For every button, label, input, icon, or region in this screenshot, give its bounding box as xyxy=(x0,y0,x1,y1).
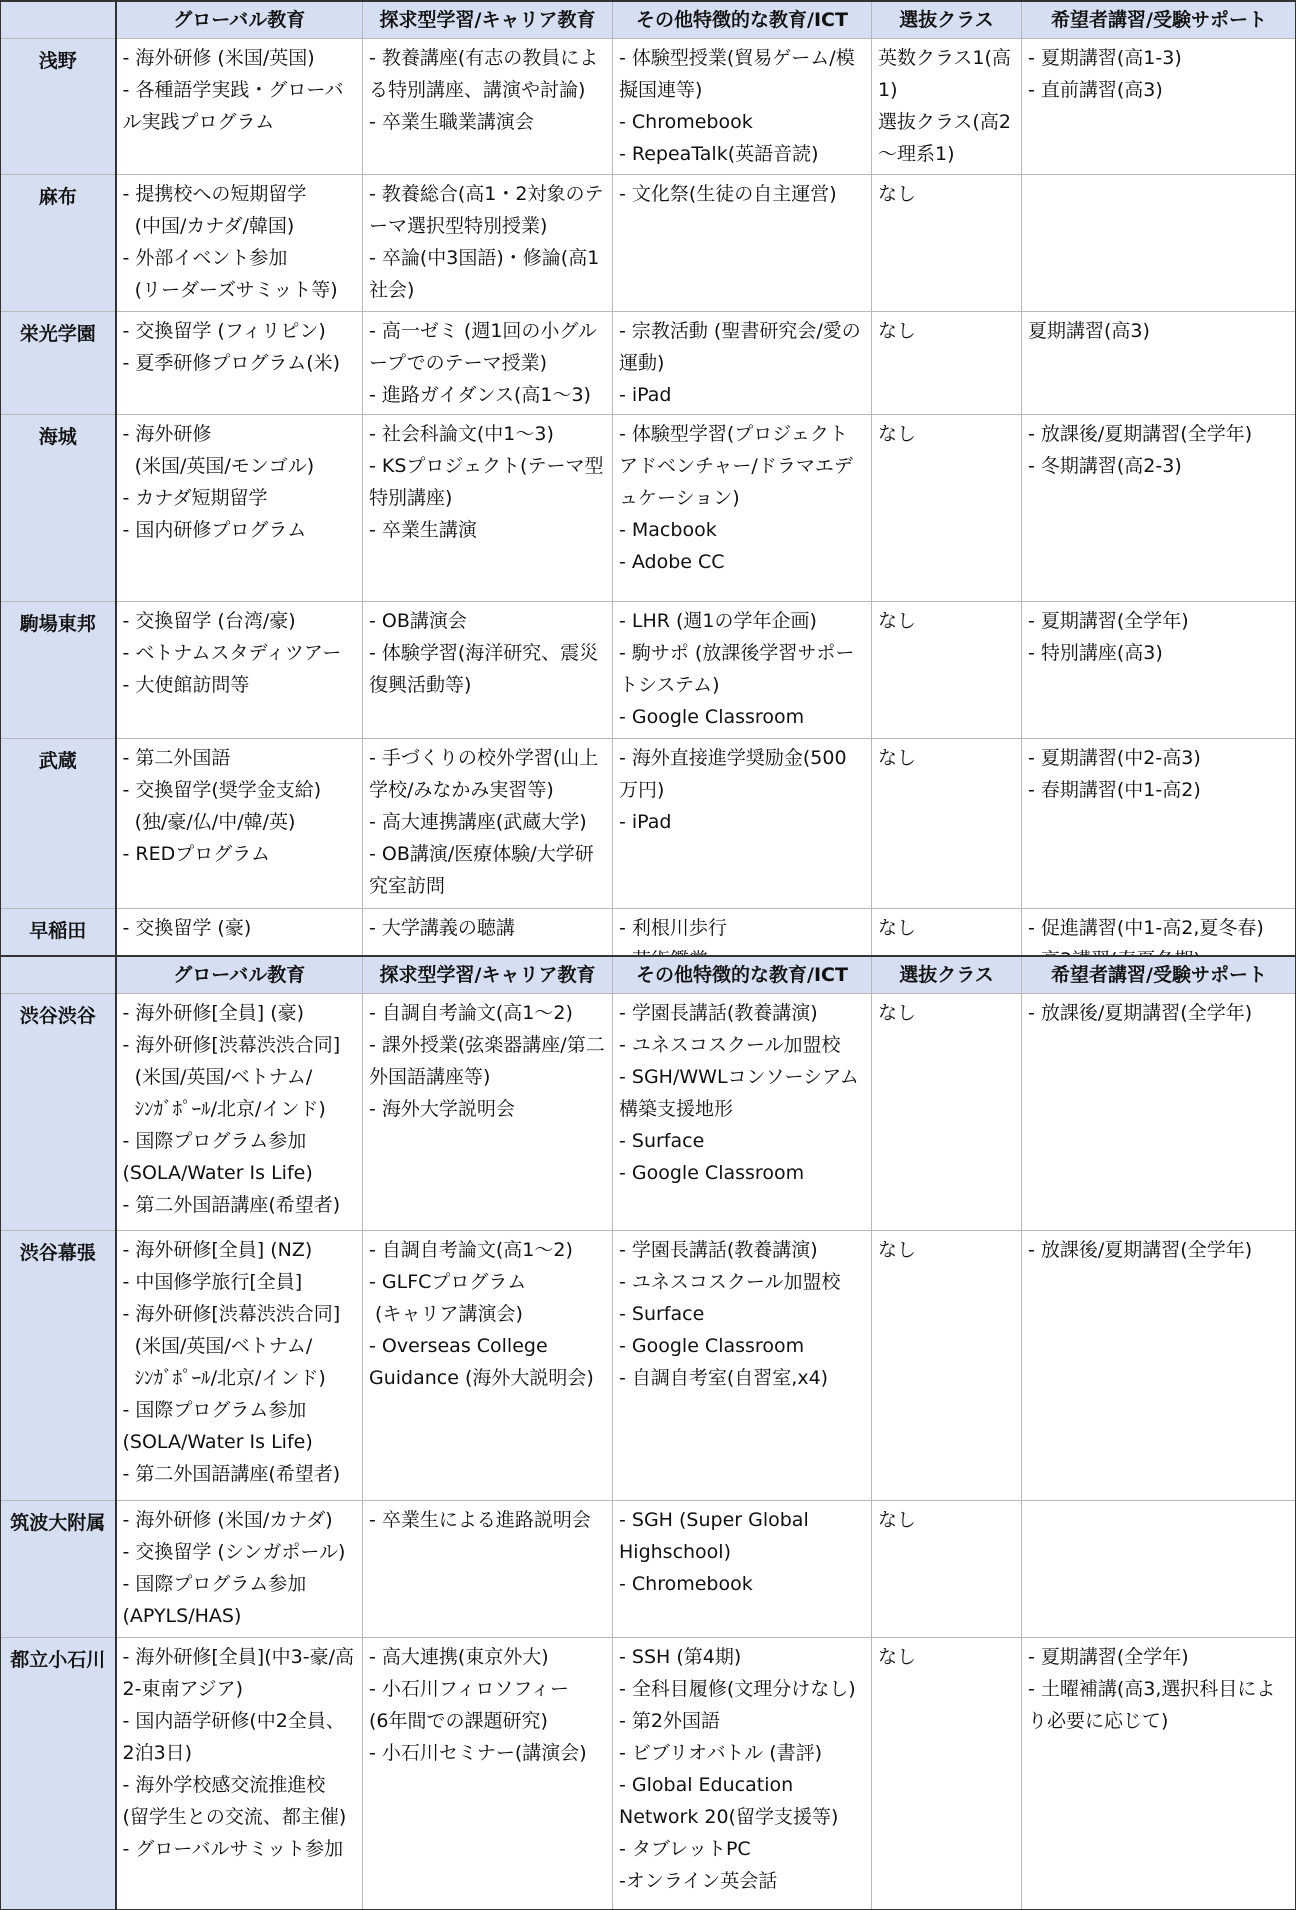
cell-line: - 体験型学習(プロジェクトアドベンチャー/ドラマエデュケーション) xyxy=(619,423,853,509)
cell-line: (リーダーズサミット等) xyxy=(122,279,338,301)
cell-line: (米国/英国/モンゴル) xyxy=(122,455,315,477)
header-support: 希望者講習/受験サポート xyxy=(1022,1,1296,39)
cell-select xyxy=(872,1501,1022,1638)
cell-support xyxy=(1022,1638,1296,1910)
cell-line: なし xyxy=(878,1509,917,1531)
cell-line: - 第二外国語講座(希望者) xyxy=(122,1463,341,1485)
cell-career xyxy=(363,1501,613,1638)
cell-line: - 海外研修[渋幕渋渋合同] xyxy=(122,1303,341,1325)
header-row xyxy=(1,1,1296,39)
cell-global xyxy=(116,415,363,602)
cell-career xyxy=(363,1638,613,1910)
cell-line: (6年間での課題研究) xyxy=(369,1710,548,1732)
cell-line: - 国内語学研修(中2全員、2泊3日) xyxy=(122,1710,345,1764)
cell-select xyxy=(872,602,1022,739)
cell-line: - 海外研修[全員](中3-豪/高2-東南アジア) xyxy=(122,1646,354,1700)
cell-line: 英数クラス1(高1) xyxy=(878,47,1011,101)
cell-line: - 自調自考室(自習室,x4) xyxy=(619,1367,829,1389)
header-career: 探求型学習/キャリア教育 xyxy=(363,1,613,39)
cell-line: - 海外大学説明会 xyxy=(369,1098,515,1120)
cell-line: - 交換留学 (シンガポール) xyxy=(122,1541,346,1563)
cell-line: - ユネスコスクール加盟校 xyxy=(619,1034,841,1056)
cell-line: - 手づくりの校外学習(山上学校/みなかみ実習等) xyxy=(369,747,599,801)
cell-line: - 体験型授業(貿易ゲーム/模擬国連等) xyxy=(619,47,855,101)
cell-other xyxy=(613,415,872,602)
cell-other xyxy=(613,739,872,909)
cell-line: (米国/英国/ベトナム/ xyxy=(122,1066,313,1088)
cell-line: なし xyxy=(878,747,917,769)
table-row xyxy=(1,602,1296,739)
cell-global xyxy=(116,602,363,739)
header-corner xyxy=(1,1,116,39)
cell-line: - Chromebook xyxy=(619,111,753,133)
school-name: 筑波大附属 xyxy=(1,1501,116,1638)
school-name: 渋谷幕張 xyxy=(1,1231,116,1501)
cell-line: - 直前講習(高3) xyxy=(1028,79,1163,101)
table-row xyxy=(1,175,1296,312)
cell-line: - 卒業生講演 xyxy=(369,519,477,541)
cell-line: - iPad xyxy=(619,384,672,406)
cell-career xyxy=(363,312,613,415)
cell-line: - Google Classroom xyxy=(619,1335,805,1357)
cell-support xyxy=(1022,175,1296,312)
cell-line: - 特別講座(高3) xyxy=(1028,642,1163,664)
cell-global xyxy=(116,312,363,415)
cell-global xyxy=(116,994,363,1231)
cell-line: なし xyxy=(878,610,917,632)
cell-line: - 国際プログラム参加 xyxy=(122,1573,307,1595)
cell-line: - 卒業生による進路説明会 xyxy=(369,1509,591,1531)
cell-other xyxy=(613,39,872,175)
cell-other xyxy=(613,1638,872,1910)
school-name: 海城 xyxy=(1,415,116,602)
cell-line: - KSプロジェクト(テーマ型特別講座) xyxy=(369,455,604,509)
cell-line: 夏期講習(高3) xyxy=(1028,320,1150,342)
cell-other xyxy=(613,175,872,312)
cell-support xyxy=(1022,739,1296,909)
cell-line: - 放課後/夏期講習(全学年) xyxy=(1028,1002,1253,1024)
cell-line: - Surface xyxy=(619,1303,705,1325)
cell-line: - 夏期講習(高1-3) xyxy=(1028,47,1182,69)
cell-line: - iPad xyxy=(619,811,672,833)
cell-line: - 卒論(中3国語)・修論(高1社会) xyxy=(369,247,600,301)
cell-line: - 海外研修[全員] (豪) xyxy=(122,1002,305,1024)
cell-line: - LHR (週1の学年企画) xyxy=(619,610,817,632)
cell-line: - 放課後/夏期講習(全学年) xyxy=(1028,423,1253,445)
cell-line: - 冬期講習(高2-3) xyxy=(1028,455,1182,477)
cell-line: - 宗教活動 (聖書研究会/愛の運動) xyxy=(619,320,861,374)
cell-line: (SOLA/Water Is Life) xyxy=(122,1162,313,1184)
cell-line: - 春期講習(中1-高2) xyxy=(1028,779,1201,801)
header-other: その他特徴的な教育/ICT xyxy=(613,1,872,39)
cell-line: (キャリア講演会) xyxy=(369,1303,523,1325)
cell-line: なし xyxy=(878,183,917,205)
cell-line: - REDプログラム xyxy=(122,843,271,865)
cell-other xyxy=(613,1231,872,1501)
cell-career xyxy=(363,739,613,909)
cell-line: - 各種語学実践・グローバル実践プログラム xyxy=(122,79,344,133)
cell-line: - 国際プログラム参加 xyxy=(122,1130,307,1152)
cell-line: - 体験学習(海洋研究、震災復興活動等) xyxy=(369,642,599,696)
cell-global xyxy=(116,1501,363,1638)
cell-career xyxy=(363,39,613,175)
cell-line: - 放課後/夏期講習(全学年) xyxy=(1028,1239,1253,1261)
cell-line: - 中国修学旅行[全員] xyxy=(122,1271,303,1293)
cell-line: - 外部イベント参加 xyxy=(122,247,288,269)
cell-line: - カナダ短期留学 xyxy=(122,487,268,509)
cell-line: - 第二外国語講座(希望者) xyxy=(122,1194,341,1216)
table-row xyxy=(1,1501,1296,1638)
cell-global xyxy=(116,739,363,909)
cell-line: - グローバルサミット参加 xyxy=(122,1838,344,1860)
school-name: 都立小石川 xyxy=(1,1638,116,1910)
table-1-body xyxy=(1,39,1296,980)
table-row xyxy=(1,994,1296,1231)
cell-line: - 進路ガイダンス(高1～3) xyxy=(369,384,591,406)
cell-line: - 夏期講習(全学年) xyxy=(1028,1646,1189,1668)
cell-line: - 駒サポ (放課後学習サポートシステム) xyxy=(619,642,855,696)
cell-line: なし xyxy=(878,1239,917,1261)
cell-line: (APYLS/HAS) xyxy=(122,1605,242,1627)
cell-select xyxy=(872,175,1022,312)
cell-line: (米国/英国/ベトナム/ xyxy=(122,1335,313,1357)
cell-line: - 国内研修プログラム xyxy=(122,519,307,541)
header-global: グローバル教育 xyxy=(116,956,363,994)
table-row xyxy=(1,312,1296,415)
cell-line: - 学園長講話(教養講演) xyxy=(619,1239,818,1261)
cell-line: - 土曜補講(高3,選択科目により必要に応じて) xyxy=(1028,1678,1276,1732)
cell-other xyxy=(613,312,872,415)
school-name: 麻布 xyxy=(1,175,116,312)
cell-career xyxy=(363,415,613,602)
cell-support xyxy=(1022,602,1296,739)
cell-line: なし xyxy=(878,1002,917,1024)
cell-line: - 国際プログラム参加 xyxy=(122,1399,307,1421)
cell-line: - SSH (第4期) xyxy=(619,1646,742,1668)
cell-line: - ベトナムスタディツアー xyxy=(122,642,342,664)
header-row xyxy=(1,956,1296,994)
cell-line: - 教養総合(高1・2対象のテーマ選択型特別授業) xyxy=(369,183,604,237)
cell-line: (独/豪/仏/中/韓/英) xyxy=(122,811,296,833)
table-row xyxy=(1,1638,1296,1910)
cell-select xyxy=(872,312,1022,415)
cell-line: - 教養講座(有志の教員による特別講座、講演や討論) xyxy=(369,47,599,101)
header-select: 選抜クラス xyxy=(872,1,1022,39)
cell-other xyxy=(613,1501,872,1638)
cell-select xyxy=(872,1231,1022,1501)
cell-line: - ビブリオバトル (書評) xyxy=(619,1742,823,1764)
cell-line: - Google Classroom xyxy=(619,1162,805,1184)
cell-line: - タブレットPC xyxy=(619,1838,751,1860)
school-name: 渋谷渋谷 xyxy=(1,994,116,1231)
cell-career xyxy=(363,175,613,312)
cell-line: なし xyxy=(878,320,917,342)
cell-line: - 夏期講習(全学年) xyxy=(1028,610,1189,632)
cell-line: ｼﾝｶﾞﾎﾟｰﾙ/北京/インド) xyxy=(122,1098,326,1120)
cell-line: - 交換留学 (フィリピン) xyxy=(122,320,326,342)
cell-line: - 夏期講習(中2-高3) xyxy=(1028,747,1201,769)
cell-line: なし xyxy=(878,423,917,445)
cell-support xyxy=(1022,415,1296,602)
cell-line: - 課外授業(弦楽器講座/第二外国語講座等) xyxy=(369,1034,605,1088)
cell-line: - 社会科論文(中1～3) xyxy=(369,423,554,445)
cell-career xyxy=(363,602,613,739)
cell-line: - 促進講習(中1-高2,夏冬春) xyxy=(1028,917,1264,939)
cell-line: 選抜クラス(高2～理系1) xyxy=(878,111,1011,165)
cell-line: - Chromebook xyxy=(619,1573,753,1595)
cell-line: - 海外研修[全員] (NZ) xyxy=(122,1239,313,1261)
table-row xyxy=(1,739,1296,909)
cell-line: - 夏季研修プログラム(米) xyxy=(122,352,341,374)
table-row xyxy=(1,39,1296,175)
cell-line: - 小石川フィロソフィー xyxy=(369,1678,569,1700)
cell-line: - OB講演/医療体験/大学研究室訪問 xyxy=(369,843,594,897)
cell-line: - Adobe CC xyxy=(619,551,725,573)
cell-line: - RepeaTalk(英語音読) xyxy=(619,143,819,165)
cell-line: - 海外研修 (米国/カナダ) xyxy=(122,1509,333,1531)
cell-line: - 高大連携講座(武蔵大学) xyxy=(369,811,587,833)
cell-line: - GLFCプログラム xyxy=(369,1271,527,1293)
cell-line: - 交換留学 (台湾/豪) xyxy=(122,610,296,632)
cell-select xyxy=(872,1638,1022,1910)
school-name: 早稲田 xyxy=(1,909,116,980)
cell-line: - 大使館訪問等 xyxy=(122,674,250,696)
school-name: 駒場東邦 xyxy=(1,602,116,739)
cell-line: - 海外研修 (米国/英国) xyxy=(122,47,315,69)
cell-select xyxy=(872,994,1022,1231)
cell-line: - 交換留学 (豪) xyxy=(122,917,252,939)
cell-line: - Macbook xyxy=(619,519,717,541)
cell-global xyxy=(116,175,363,312)
cell-line: - 卒業生職業講演会 xyxy=(369,111,534,133)
cell-line: - 海外直接進学奨励金(500万円) xyxy=(619,747,847,801)
cell-support xyxy=(1022,1231,1296,1501)
cell-career xyxy=(363,994,613,1231)
cell-support xyxy=(1022,1501,1296,1638)
cell-line: なし xyxy=(878,917,917,939)
header-support: 希望者講習/受験サポート xyxy=(1022,956,1296,994)
cell-line: (留学生との交流、都主催) xyxy=(122,1806,347,1828)
cell-line: - Global Education Network 20(留学支援等) xyxy=(619,1774,839,1828)
cell-line: - SGH (Super Global Highschool) xyxy=(619,1509,815,1563)
cell-line: - 高一ゼミ (週1回の小グループでのテーマ授業) xyxy=(369,320,597,374)
cell-career xyxy=(363,1231,613,1501)
school-name: 栄光学園 xyxy=(1,312,116,415)
header-career: 探求型学習/キャリア教育 xyxy=(363,956,613,994)
cell-line: ｼﾝｶﾞﾎﾟｰﾙ/北京/インド) xyxy=(122,1367,326,1389)
cell-line: - 自調自考論文(高1～2) xyxy=(369,1002,573,1024)
cell-line: - 利根川歩行 xyxy=(619,917,727,939)
cell-select xyxy=(872,739,1022,909)
cell-line: - ユネスコスクール加盟校 xyxy=(619,1271,841,1293)
cell-line: なし xyxy=(878,1646,917,1668)
cell-line: - 学園長講話(教養講演) xyxy=(619,1002,818,1024)
school-name: 浅野 xyxy=(1,39,116,175)
cell-line: - 海外研修[渋幕渋渋合同] xyxy=(122,1034,341,1056)
cell-other xyxy=(613,602,872,739)
cell-line: - 全科目履修(文理分けなし) xyxy=(619,1678,856,1700)
table-2-body xyxy=(1,994,1296,1910)
cell-select xyxy=(872,39,1022,175)
cell-line: - 第2外国語 xyxy=(619,1710,720,1732)
header-corner xyxy=(1,956,116,994)
cell-global xyxy=(116,39,363,175)
header-select: 選抜クラス xyxy=(872,956,1022,994)
table-row xyxy=(1,415,1296,602)
school-table-2 xyxy=(0,955,1296,1910)
cell-line: - Overseas College Guidance (海外大説明会) xyxy=(369,1335,594,1389)
cell-line: - 第二外国語 xyxy=(122,747,231,769)
cell-global xyxy=(116,1231,363,1501)
cell-support xyxy=(1022,312,1296,415)
cell-line: - 海外学校感交流推進校 xyxy=(122,1774,326,1796)
cell-line: - 高大連携(東京外大) xyxy=(369,1646,549,1668)
cell-select xyxy=(872,415,1022,602)
cell-line: - Google Classroom xyxy=(619,706,805,728)
cell-line: - OB講演会 xyxy=(369,610,467,632)
header-other: その他特徴的な教育/ICT xyxy=(613,956,872,994)
cell-line: (中国/カナダ/韓国) xyxy=(122,215,295,237)
cell-support xyxy=(1022,39,1296,175)
cell-line: - 小石川セミナー(講演会) xyxy=(369,1742,587,1764)
cell-line: - SGH/WWLコンソーシアム構築支援地形 xyxy=(619,1066,859,1120)
cell-line: - 海外研修 xyxy=(122,423,212,445)
cell-support xyxy=(1022,994,1296,1231)
cell-line: - 大学講義の聴講 xyxy=(369,917,515,939)
table-row xyxy=(1,1231,1296,1501)
cell-global xyxy=(116,1638,363,1910)
cell-line: - 提携校への短期留学 xyxy=(122,183,307,205)
cell-line: - 自調自考論文(高1～2) xyxy=(369,1239,573,1261)
school-name: 武蔵 xyxy=(1,739,116,909)
cell-line: - 交換留学(奨学金支給) xyxy=(122,779,322,801)
cell-line: - 文化祭(生徒の自主運営) xyxy=(619,183,837,205)
cell-other xyxy=(613,994,872,1231)
cell-line: - Surface xyxy=(619,1130,705,1152)
cell-line: -オンライン英会話 xyxy=(619,1870,778,1892)
header-global: グローバル教育 xyxy=(116,1,363,39)
cell-line: (SOLA/Water Is Life) xyxy=(122,1431,313,1453)
